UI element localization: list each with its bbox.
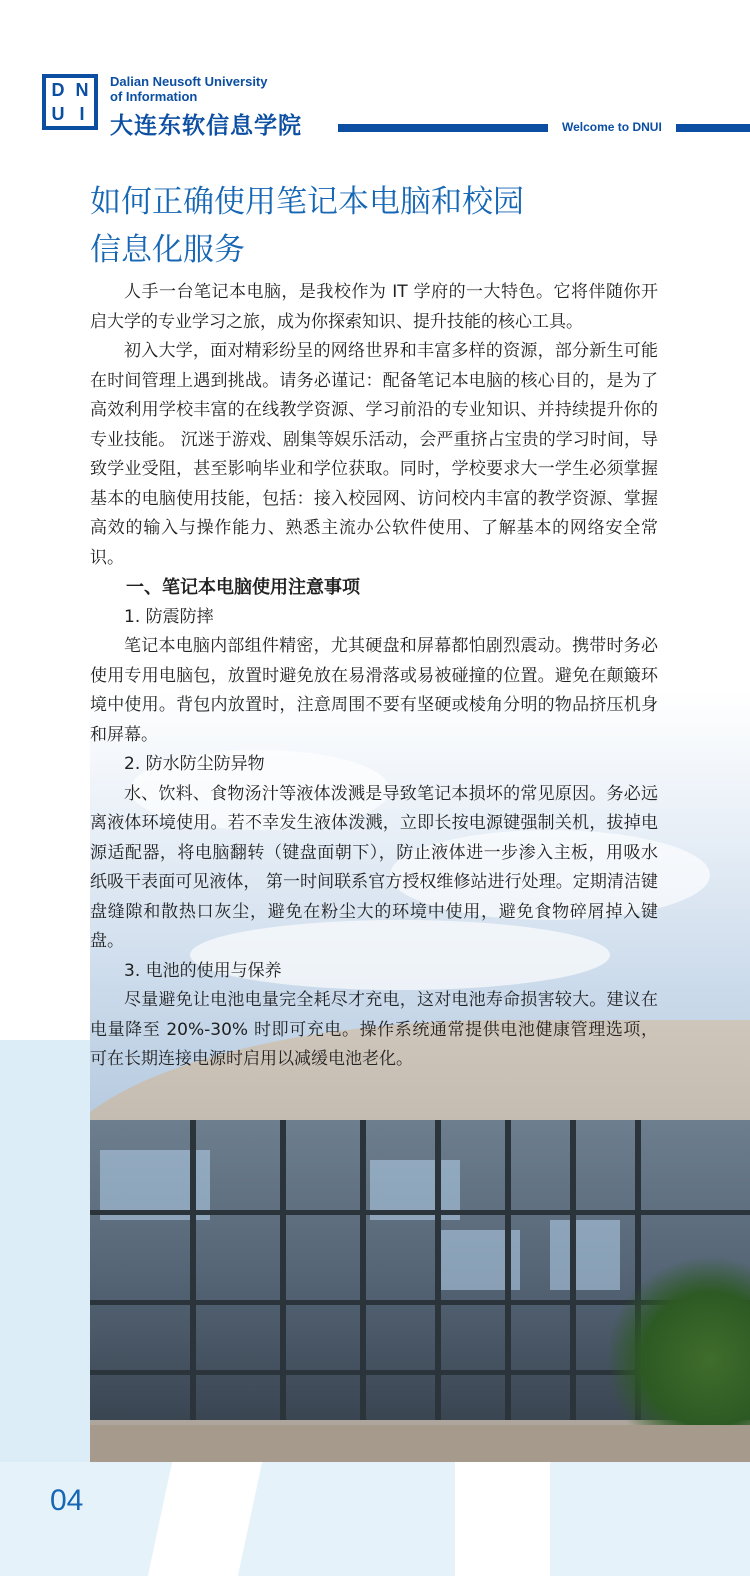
- logo-letter-u: U: [51, 104, 65, 124]
- paragraph-intro: 人手一台笔记本电脑，是我校作为 IT 学府的一大特色。它将伴随你开启大学的专业学习之旅，成为你探索知识、提升技能的核心工具。: [90, 282, 658, 332]
- university-name-cn: 大连东软信息学院: [110, 113, 302, 139]
- paragraph-battery: 尽量避免让电池电量完全耗尽才充电，这对电池寿命损害较大。建议在电量降至 20%-30% 时即可充电。操作系统通常提供电池健康管理选项，可在长期连接电源时启用以减缓电池老化。: [90, 990, 658, 1069]
- university-name-en-line2: of Information: [110, 89, 198, 104]
- photo-mullion: [435, 1120, 441, 1420]
- header-divider-right: [676, 124, 750, 132]
- university-name-en: [110, 74, 268, 104]
- welcome-text: Welcome to DNUI: [562, 120, 662, 134]
- photo-palm-tree: [610, 1250, 750, 1450]
- photo-mullion: [505, 1120, 511, 1420]
- photo-transom: [90, 1210, 750, 1215]
- page-number: 04: [50, 1484, 84, 1517]
- subheading-waterproof: 2. 防水防尘防异物: [124, 754, 265, 774]
- university-name-en-line1: Dalian Neusoft University: [110, 74, 268, 89]
- photo-ground: [90, 1425, 750, 1462]
- background-shape-bottom: [0, 1462, 750, 1576]
- subheading-shockproof: 1. 防震防摔: [124, 606, 214, 627]
- paragraph-time-management: 初入大学，面对精彩纷呈的网络世界和丰富多样的资源，部分新生可能在时间管理上遇到挑战。请务必谨记：配备笔记本电脑的核心目的，是为了高效利用学校丰富的在线教学资源、学习前沿的专业知识、并持续提升你的专业技能。 沉迷于游戏、剧集等娱乐活动，会严重挤占宝贵的学习时间，导致学业受阻，甚至影响毕业和学位获取。同时，学校要求大一学生必须掌握基本的电脑使用技能，包括：接入校园网、访问校内丰富的教学资源、掌握高效的输入与操作能力、熟悉主流办公软件使用、了解基本的网络安全常识。: [90, 341, 658, 568]
- photo-mullion: [280, 1120, 286, 1420]
- header: [0, 0, 750, 150]
- photo-mullion: [190, 1120, 196, 1420]
- page-title-line1: 如何正确使用笔记本电脑和校园: [90, 184, 524, 220]
- header-divider-left: [338, 124, 548, 132]
- page-title-line2: 信息化服务: [90, 232, 245, 268]
- article-body: [90, 278, 658, 1075]
- dnui-logo: [42, 74, 98, 130]
- subheading-battery: 3. 电池的使用与保养: [124, 960, 282, 981]
- background-shape-white: [455, 1462, 550, 1576]
- photo-mullion: [570, 1120, 576, 1420]
- logo-letter-d: D: [51, 80, 65, 100]
- section-heading: 一、笔记本电脑使用注意事项: [126, 577, 360, 598]
- paragraph-shockproof: 笔记本电脑内部组件精密，尤其硬盘和屏幕都怕剧烈震动。携带时务必使用专用电脑包，放置时避免放在易滑落或易被碰撞的位置。避免在颠簸环境中使用。背包内放置时，注意周围不要有坚硬或棱角分明的物品挤压机身和屏幕。: [90, 636, 658, 745]
- logo-letter-i: I: [79, 104, 85, 124]
- logo-letter-n: N: [75, 80, 89, 100]
- photo-mullion: [360, 1120, 366, 1420]
- paragraph-waterproof: 水、饮料、食物汤汁等液体泼溅是导致笔记本损坏的常见原因。务必远离液体环境使用。若不幸发生液体泼溅，立即长按电源键强制关机，拔掉电源适配器，将电脑翻转（键盘面朝下），防止液体进一步渗入主板，用吸水纸吸干表面可见液体， 第一时间联系官方授权维修站进行处理。定期清洁键盘缝隙和散热口灰尘，避免在粉尘大的环境中使用，避免食物碎屑掉入键盘。: [90, 783, 658, 951]
- page-title: [90, 178, 690, 274]
